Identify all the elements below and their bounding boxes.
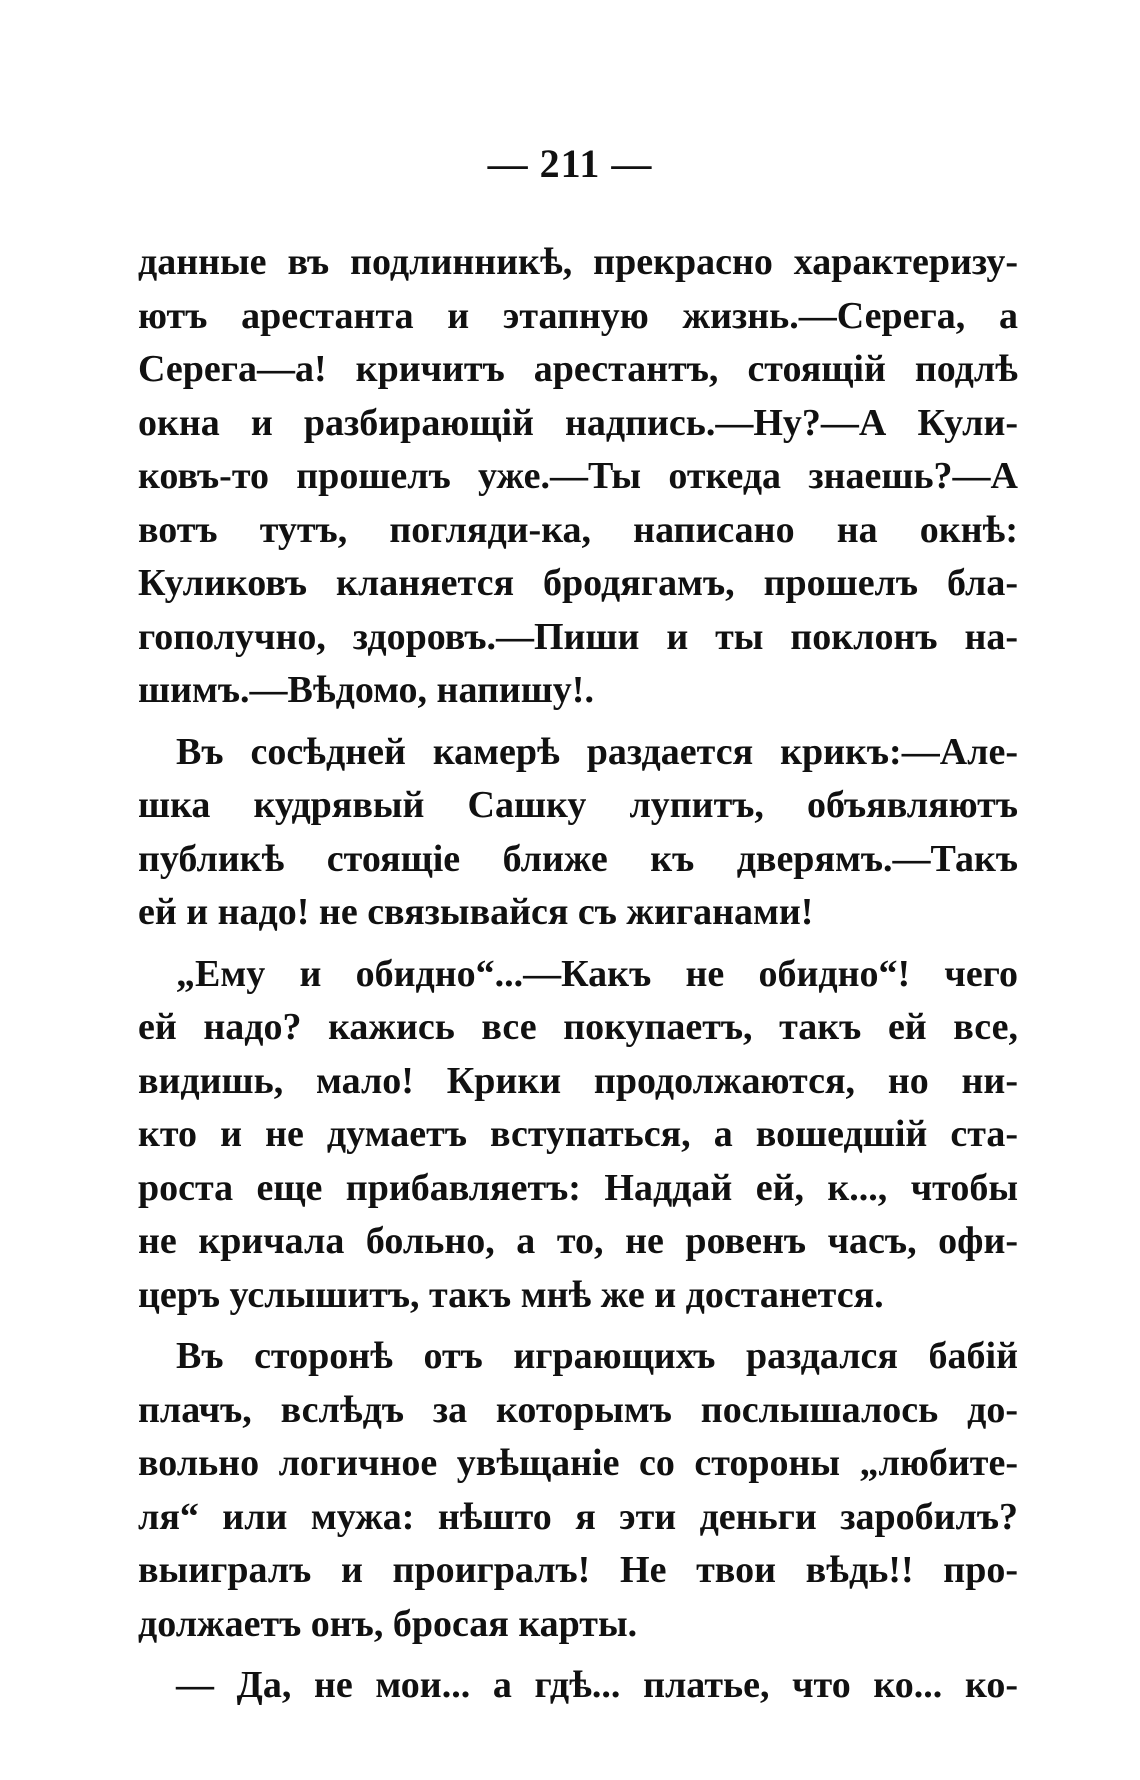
text-line: вотъ тутъ, погляди-ка, написано на окнѣ: [138,508,1018,551]
text-line: ютъ арестанта и этапную жизнь.—Серега, а [138,294,1018,337]
paragraph [138,236,1018,718]
paragraph [138,1330,1018,1651]
text-line: Въ сосѣдней камерѣ раздается крикъ:—Але- [176,730,1018,773]
text-line: шка кудрявый Сашку лупитъ, объявляютъ [138,784,1018,826]
text-line: роста еще прибавляетъ: Наддай ей, к..., чтобы [138,1166,1018,1209]
text-line: „Ему и обидно“...—Какъ не обидно“! чего [176,952,1018,995]
paragraph [138,726,1018,940]
text-line: ля“ или мужа: нѣшто я эти деньги заробилъ? [138,1495,1018,1538]
body-text [138,236,1018,1713]
text-line: вольно логичное увѣщаніе со стороны „любите- [138,1442,1018,1484]
text-line: выигралъ и проигралъ! Не твои вѣдь!! про- [138,1549,1018,1591]
text-line: шимъ.—Вѣдомо, напишу!. [138,669,594,711]
text-line: Въ сторонѣ отъ играющихъ раздался бабій [176,1335,1018,1377]
text-line: должаетъ онъ, бросая карты. [138,1602,638,1645]
text-line: — Да, не мои... а гдѣ... платье, что ко... ко- [176,1664,1018,1706]
text-line: публикѣ стоящіе ближе къ дверямъ.—Такъ [138,837,1018,880]
text-line: церъ услышитъ, такъ мнѣ же и достанется. [138,1273,884,1316]
text-line: кто и не думаетъ вступаться, а вошедшій ста- [138,1113,1018,1155]
text-line: ковъ-то прошелъ уже.—Ты откеда знаешь?—А [138,455,1018,497]
text-line: гополучно, здоровъ.—Пиши и ты поклонъ на- [138,615,1018,658]
text-line: данные въ подлинникѣ, прекрасно характеризу- [138,241,1018,283]
page-number: — 211 — [487,141,653,186]
paragraph [138,1659,1018,1713]
text-line: Куликовъ кланяется бродягамъ, прошелъ бла- [138,562,1018,604]
text-line: ей надо? кажись все покупаетъ, такъ ей все, [138,1006,1018,1048]
text-line: окна и разбирающій надпись.—Ну?—А Кули- [138,401,1018,444]
paragraph [138,948,1018,1323]
text-line: ей и надо! не связывайся съ жиганами! [138,891,814,933]
text-line: Серега—а! кричитъ арестантъ, стоящій подлѣ [138,348,1018,390]
text-line: не кричала больно, а то, не ровенъ часъ, офи- [138,1220,1018,1262]
text-line: плачъ, вслѣдъ за которымъ послышалось до- [138,1388,1018,1431]
text-line: видишь, мало! Крики продолжаются, но ни- [138,1059,1018,1102]
